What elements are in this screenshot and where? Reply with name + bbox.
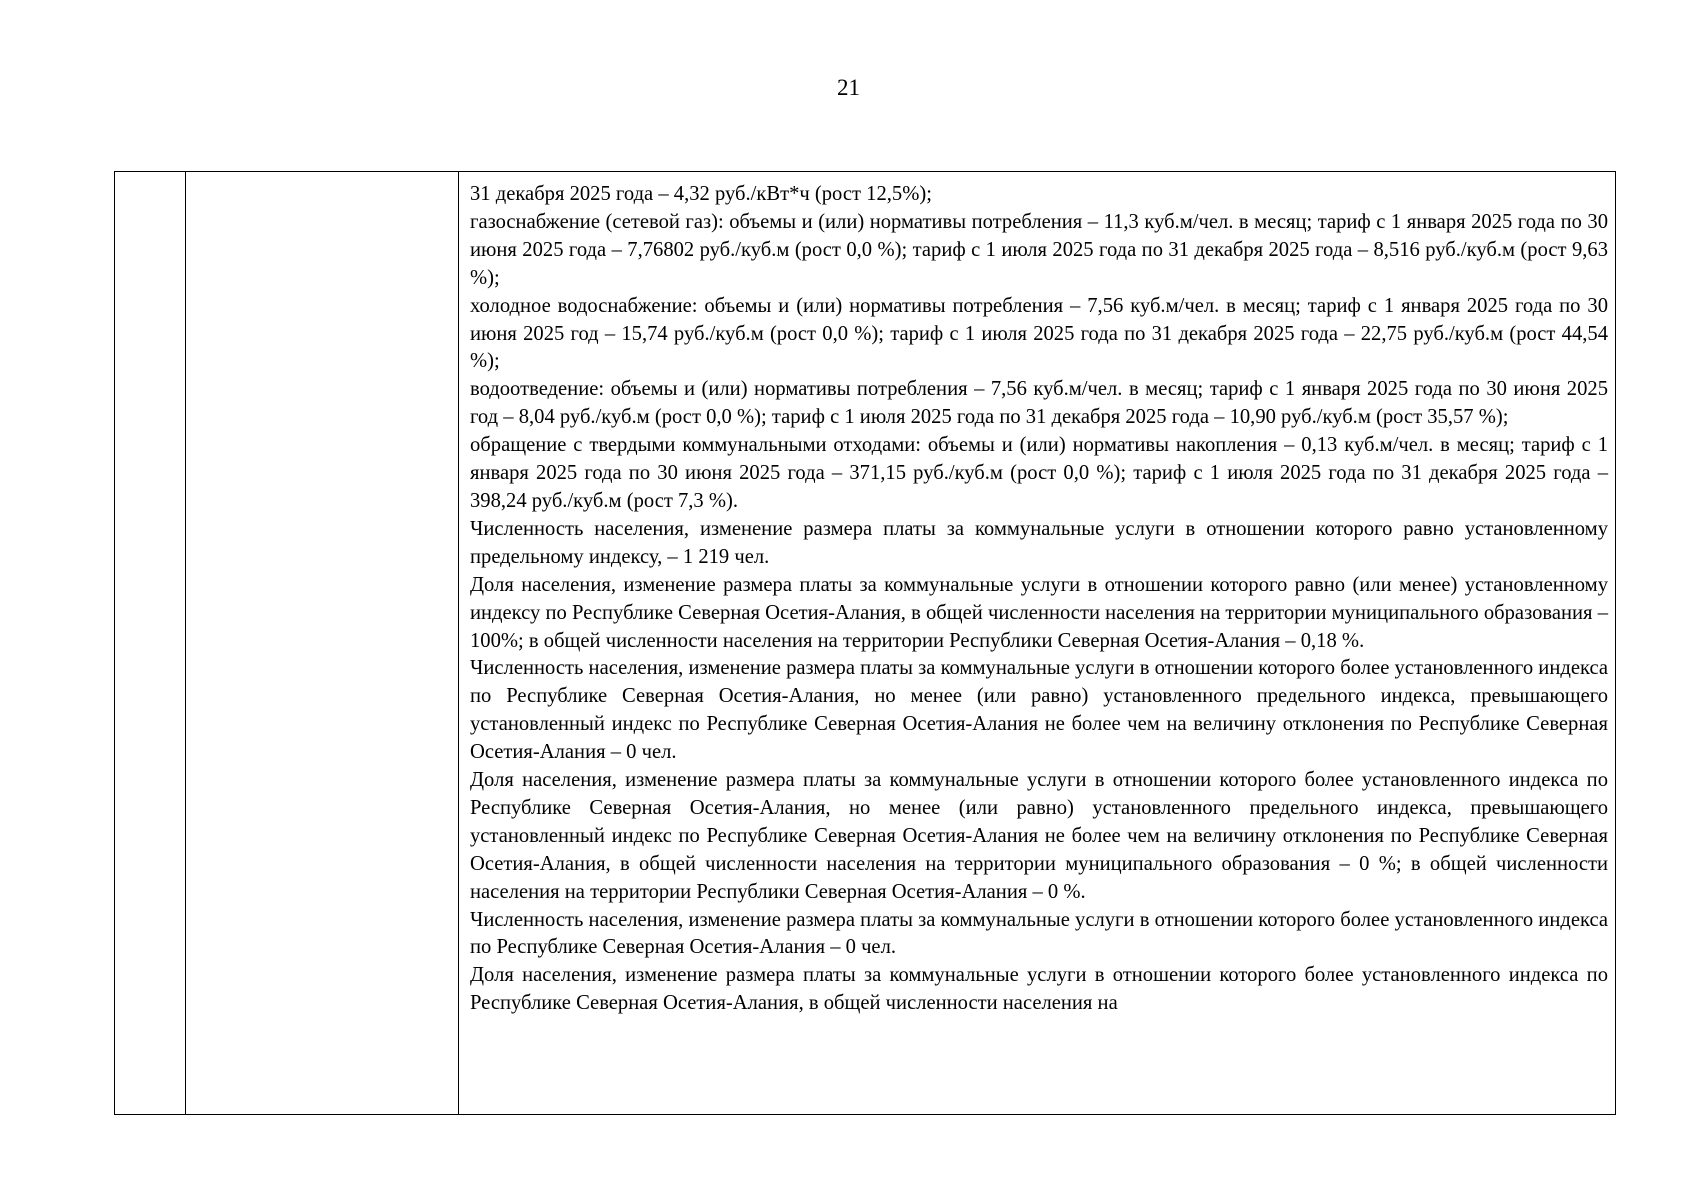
paragraph: Доля населения, изменение размера платы за коммунальные услуги в отношении которого более установленного индекса по Республике Северная Осетия-Алания, в общей численности населения на	[470, 964, 1608, 1015]
paragraph: 31 декабря 2025 года – 4,32 руб./кВт*ч (рост 12,5%);	[470, 183, 932, 205]
table-cell-title	[186, 172, 459, 1115]
paragraph: Численность населения, изменение размера платы за коммунальные услуги в отношении которого более установленного индекса по Республике Северная Осетия-Алания, но менее (или равно) установленного предельного индекса, превышающего установленный индекс по Республике Северная Осетия-Алания не более чем на величину отклонения по Республике Северная Осетия-Алания – 0 чел.	[470, 657, 1608, 764]
cell-text-block	[459, 172, 1615, 1018]
paragraph: холодное водоснабжение: объемы и (или) нормативы потребления – 7,56 куб.м/чел. в месяц; тариф с 1 января 2025 года по 30 июня 2025 год – 15,74 руб./куб.м (рост 0,0 %); тариф с 1 июля 2025 года по 31 декабря 2025 года – 22,75 руб./куб.м (рост 44,54 %);	[470, 294, 1608, 373]
table-cell-description	[459, 172, 1616, 1115]
paragraph: Численность населения, изменение размера платы за коммунальные услуги в отношении которого более установленного индекса по Республике Северная Осетия-Алания – 0 чел.	[470, 908, 1608, 959]
paragraph: Доля населения, изменение размера платы за коммунальные услуги в отношении которого более установленного индекса по Республике Северная Осетия-Алания, но менее (или равно) установленного предельного индекса, превышающего установленный индекс по Республике Северная Осетия-Алания не более чем на величину отклонения по Республике Северная Осетия-Алания, в общей численности населения на территории муниципального образования – 0 %; в общей численности населения на территории Республики Северная Осетия-Алания – 0 %.	[470, 769, 1608, 903]
table-cell-number	[115, 172, 186, 1115]
table-row	[115, 172, 1616, 1115]
paragraph: Численность населения, изменение размера платы за коммунальные услуги в отношении которого равно установленному предельному индексу, – 1 219 чел.	[470, 517, 1608, 568]
page-number: 21	[837, 75, 860, 100]
content-table	[114, 171, 1616, 1115]
paragraph: газоснабжение (сетевой газ): объемы и (или) нормативы потребления – 11,3 куб.м/чел. в месяц; тариф с 1 января 2025 года по 30 июня 2025 года – 7,76802 руб./куб.м (рост 0,0 %); тариф с 1 июля 2025 года по 31 декабря 2025 года – 8,516 руб./куб.м (рост 9,63 %);	[470, 210, 1608, 289]
paragraph: водоотведение: объемы и (или) нормативы потребления – 7,56 куб.м/чел. в месяц; тариф с 1 января 2025 года по 30 июня 2025 год – 8,04 руб./куб.м (рост 0,0 %); тариф с 1 июля 2025 года по 31 декабря 2025 года – 10,90 руб./куб.м (рост 35,57 %);	[470, 378, 1608, 429]
paragraph: Доля населения, изменение размера платы за коммунальные услуги в отношении которого равно (или менее) установленному индексу по Республике Северная Осетия-Алания, в общей численности населения на территории муниципального образования – 100%; в общей численности населения на территории Республики Северная Осетия-Алания – 0,18 %.	[470, 573, 1608, 652]
paragraph: обращение с твердыми коммунальными отходами: объемы и (или) нормативы накопления – 0,13 куб.м/чел. в месяц; тариф с 1 января 2025 года по 30 июня 2025 года – 371,15 руб./куб.м (рост 0,0 %); тариф с 1 июля 2025 года по 31 декабря 2025 года –398,24 руб./куб.м (рост 7,3 %).	[470, 434, 1608, 512]
